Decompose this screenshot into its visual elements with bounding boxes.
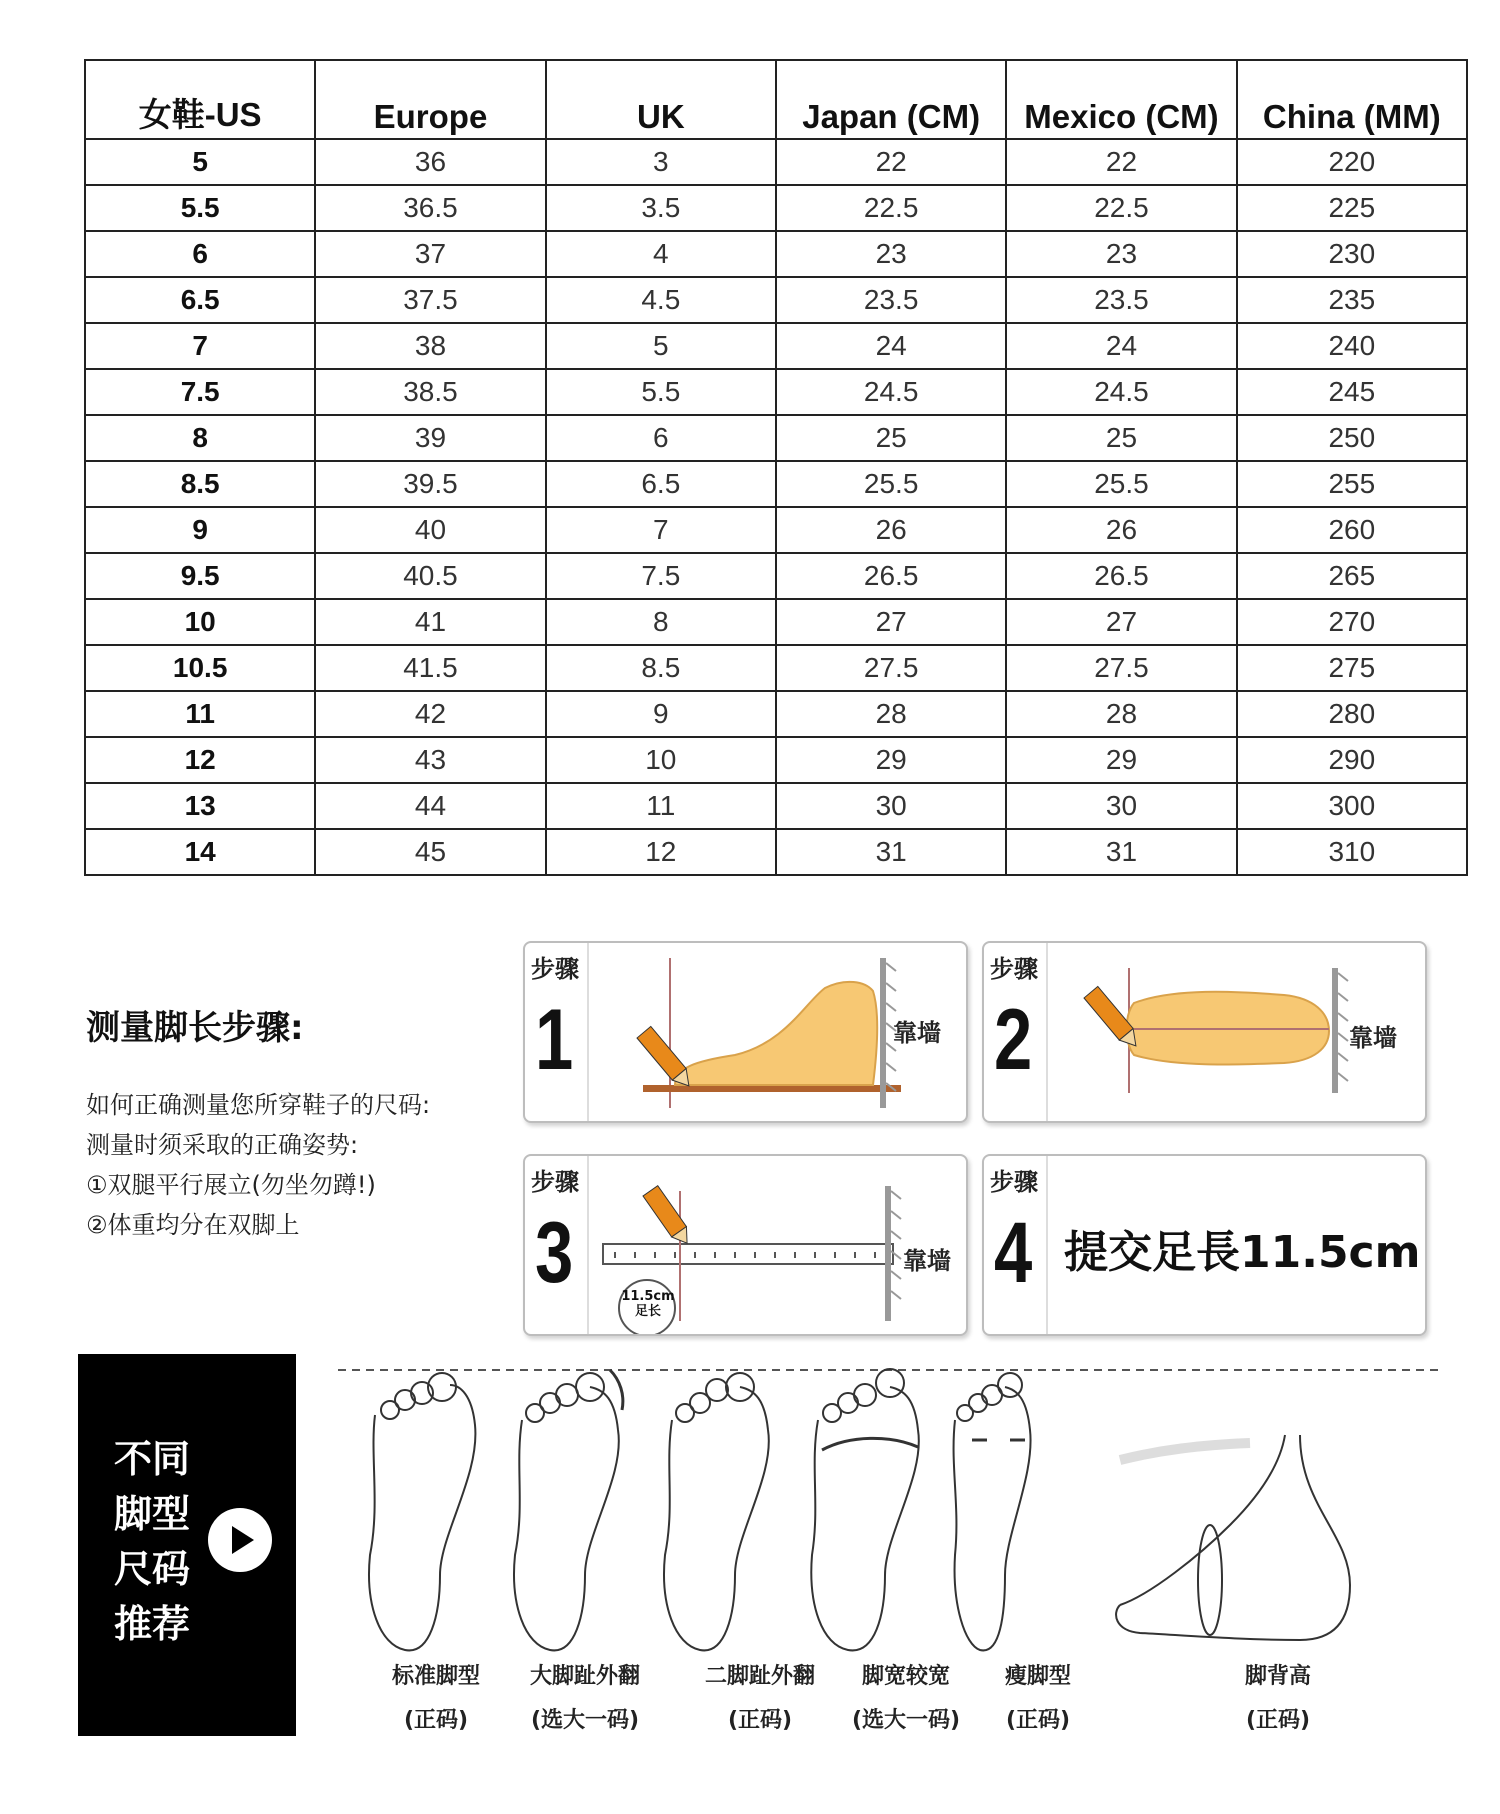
foot-type-advice: (正码) [727, 1708, 793, 1733]
size-cell: 260 [1237, 507, 1467, 553]
table-row [85, 277, 1467, 323]
size-cell: 23 [1006, 231, 1236, 277]
size-cell: 240 [1237, 323, 1467, 369]
size-cell: 26.5 [1006, 553, 1236, 599]
us-size-cell: 7.5 [85, 369, 315, 415]
size-cell: 40 [315, 507, 545, 553]
size-cell: 8.5 [546, 645, 776, 691]
table-row [85, 599, 1467, 645]
size-cell: 220 [1237, 139, 1467, 185]
foot-types-illustration [300, 1355, 1450, 1675]
wall-label: 靠墙 [893, 1019, 941, 1047]
size-cell: 27 [776, 599, 1006, 645]
size-cell: 26 [776, 507, 1006, 553]
table-row [85, 323, 1467, 369]
foot-standard-icon [369, 1373, 475, 1650]
table-row [85, 139, 1467, 185]
instruction-line: ②体重均分在双脚上 [86, 1211, 300, 1239]
header-japan: Japan (CM) [776, 60, 1006, 139]
size-cell: 25 [776, 415, 1006, 461]
pencil-icon [637, 1026, 696, 1091]
size-cell: 7 [546, 507, 776, 553]
size-cell: 310 [1237, 829, 1467, 875]
foot-type-banner [78, 1354, 296, 1736]
size-cell: 39 [315, 415, 545, 461]
size-cell: 6 [546, 415, 776, 461]
wall-label: 靠墙 [903, 1247, 951, 1275]
step-tag: 步骤 [990, 1168, 1038, 1196]
step-number: 3 [535, 1205, 574, 1301]
table-row [85, 645, 1467, 691]
table-row [85, 369, 1467, 415]
size-cell: 270 [1237, 599, 1467, 645]
size-cell: 235 [1237, 277, 1467, 323]
size-cell: 24 [1006, 323, 1236, 369]
us-size-cell: 9 [85, 507, 315, 553]
foot-type-advice: (正码) [403, 1708, 469, 1733]
foot-type-name: 标准脚型 [391, 1664, 480, 1689]
banner-line: 尺码 [114, 1547, 191, 1591]
size-cell: 36.5 [315, 185, 545, 231]
instruction-line: 如何正确测量您所穿鞋子的尺码: [86, 1091, 431, 1119]
us-size-cell: 11 [85, 691, 315, 737]
size-cell: 40.5 [315, 553, 545, 599]
header-china: China (MM) [1237, 60, 1467, 139]
size-cell: 38.5 [315, 369, 545, 415]
ruler-illustration [525, 1156, 966, 1334]
table-row [85, 737, 1467, 783]
table-row [85, 507, 1467, 553]
size-cell: 36 [315, 139, 545, 185]
ruler-label [620, 1289, 676, 1319]
instruction-line: 测量时须采取的正确姿势: [86, 1131, 359, 1159]
size-cell: 22 [1006, 139, 1236, 185]
us-size-cell: 8 [85, 415, 315, 461]
banner-line: 推荐 [114, 1602, 191, 1646]
size-cell: 11 [546, 783, 776, 829]
wall-label: 靠墙 [1349, 1024, 1397, 1052]
size-cell: 31 [776, 829, 1006, 875]
size-cell: 250 [1237, 415, 1467, 461]
header-uk: UK [546, 60, 776, 139]
size-cell: 24.5 [776, 369, 1006, 415]
ruler-length: 11.5cm [621, 1289, 675, 1304]
size-chart-table [84, 59, 1468, 876]
size-cell: 45 [315, 829, 545, 875]
table-row [85, 185, 1467, 231]
size-cell: 28 [776, 691, 1006, 737]
foot-narrow-icon [954, 1373, 1031, 1650]
size-cell: 265 [1237, 553, 1467, 599]
measure-instructions [86, 1085, 430, 1245]
size-cell: 22.5 [1006, 185, 1236, 231]
banner-line: 不同 [114, 1437, 191, 1481]
size-cell: 29 [1006, 737, 1236, 783]
size-cell: 24 [776, 323, 1006, 369]
us-size-cell: 10.5 [85, 645, 315, 691]
size-cell: 22.5 [776, 185, 1006, 231]
size-cell: 24.5 [1006, 369, 1236, 415]
size-cell: 30 [1006, 783, 1236, 829]
table-row [85, 691, 1467, 737]
ruler-length-caption: 足长 [634, 1304, 661, 1319]
foot-second-toe-icon [664, 1373, 769, 1650]
us-size-cell: 12 [85, 737, 315, 783]
step-tag: 步骤 [531, 955, 579, 983]
step-3-panel [523, 1154, 968, 1336]
table-row [85, 783, 1467, 829]
us-size-cell: 13 [85, 783, 315, 829]
us-size-cell: 7 [85, 323, 315, 369]
size-cell: 42 [315, 691, 545, 737]
step-2-panel [982, 941, 1427, 1123]
size-cell: 25.5 [776, 461, 1006, 507]
foot-type-name: 瘦脚型 [1004, 1664, 1071, 1689]
foot-type-caption [505, 1655, 665, 1743]
size-cell: 25 [1006, 415, 1236, 461]
instruction-line: ①双腿平行展立(勿坐勿蹲!) [86, 1171, 376, 1199]
size-cell: 5 [546, 323, 776, 369]
size-cell: 44 [315, 783, 545, 829]
size-cell: 280 [1237, 691, 1467, 737]
size-cell: 255 [1237, 461, 1467, 507]
size-cell: 300 [1237, 783, 1467, 829]
foot-type-name: 大脚趾外翻 [529, 1664, 640, 1689]
step-1-panel [523, 941, 968, 1123]
size-cell: 290 [1237, 737, 1467, 783]
foot-type-name: 脚背高 [1244, 1664, 1311, 1689]
size-cell: 4.5 [546, 277, 776, 323]
submit-length-text: 提交足長11.5cm [1064, 1227, 1421, 1278]
size-cell: 41 [315, 599, 545, 645]
us-size-cell: 6.5 [85, 277, 315, 323]
size-cell: 9 [546, 691, 776, 737]
us-size-cell: 10 [85, 599, 315, 645]
size-cell: 230 [1237, 231, 1467, 277]
measure-title: 测量脚长步骤: [86, 1008, 304, 1048]
step-4-panel [982, 1154, 1427, 1336]
size-cell: 37 [315, 231, 545, 277]
size-cell: 28 [1006, 691, 1236, 737]
size-cell: 245 [1237, 369, 1467, 415]
size-cell: 12 [546, 829, 776, 875]
size-cell: 27.5 [776, 645, 1006, 691]
play-icon[interactable] [208, 1508, 272, 1572]
header-europe: Europe [315, 60, 545, 139]
step-tag: 步骤 [990, 955, 1038, 983]
size-cell: 38 [315, 323, 545, 369]
size-cell: 29 [776, 737, 1006, 783]
us-size-cell: 14 [85, 829, 315, 875]
foot-type-advice: (正码) [1245, 1708, 1311, 1733]
size-cell: 4 [546, 231, 776, 277]
foot-type-caption [356, 1655, 516, 1743]
us-size-cell: 8.5 [85, 461, 315, 507]
step-tag: 步骤 [531, 1168, 579, 1196]
banner-line: 脚型 [114, 1492, 191, 1536]
foot-type-caption [958, 1655, 1118, 1743]
table-row [85, 829, 1467, 875]
step-number: 4 [994, 1205, 1033, 1301]
header-mexico: Mexico (CM) [1006, 60, 1236, 139]
size-cell: 26 [1006, 507, 1236, 553]
size-cell: 37.5 [315, 277, 545, 323]
size-cell: 3.5 [546, 185, 776, 231]
size-cell: 5.5 [546, 369, 776, 415]
size-cell: 41.5 [315, 645, 545, 691]
table-row [85, 231, 1467, 277]
us-size-cell: 6 [85, 231, 315, 277]
panel-divider [1046, 1156, 1048, 1334]
size-cell: 6.5 [546, 461, 776, 507]
table-body [85, 139, 1467, 875]
size-cell: 31 [1006, 829, 1236, 875]
table-row [85, 461, 1467, 507]
foot-wide-icon [811, 1369, 918, 1650]
table-row [85, 415, 1467, 461]
step-number: 1 [535, 992, 574, 1088]
foot-type-advice: (正码) [1005, 1708, 1071, 1733]
size-cell: 39.5 [315, 461, 545, 507]
us-size-cell: 5.5 [85, 185, 315, 231]
size-cell: 225 [1237, 185, 1467, 231]
size-cell: 3 [546, 139, 776, 185]
foot-type-advice: (选大一码) [851, 1708, 961, 1733]
foot-type-caption [1198, 1655, 1358, 1743]
banner-label [114, 1432, 190, 1652]
size-cell: 26.5 [776, 553, 1006, 599]
size-cell: 23.5 [776, 277, 1006, 323]
step-number: 2 [994, 992, 1033, 1088]
table-row [85, 553, 1467, 599]
size-cell: 8 [546, 599, 776, 645]
us-size-cell: 9.5 [85, 553, 315, 599]
foot-bunion-icon [514, 1370, 623, 1650]
foot-type-advice: (选大一码) [530, 1708, 640, 1733]
size-cell: 27 [1006, 599, 1236, 645]
foot-type-caption [680, 1655, 840, 1743]
size-cell: 27.5 [1006, 645, 1236, 691]
table-header-row [85, 60, 1467, 139]
us-size-cell: 5 [85, 139, 315, 185]
size-cell: 23 [776, 231, 1006, 277]
size-cell: 30 [776, 783, 1006, 829]
size-cell: 275 [1237, 645, 1467, 691]
foot-high-instep-icon [1116, 1435, 1350, 1640]
size-cell: 22 [776, 139, 1006, 185]
foot-type-name: 脚宽较宽 [861, 1664, 950, 1689]
size-cell: 43 [315, 737, 545, 783]
foot-type-name: 二脚趾外翻 [704, 1664, 815, 1689]
pencil-icon [643, 1186, 694, 1249]
header-us: 女鞋-US [85, 60, 315, 139]
size-cell: 10 [546, 737, 776, 783]
size-cell: 25.5 [1006, 461, 1236, 507]
size-cell: 7.5 [546, 553, 776, 599]
size-cell: 23.5 [1006, 277, 1236, 323]
